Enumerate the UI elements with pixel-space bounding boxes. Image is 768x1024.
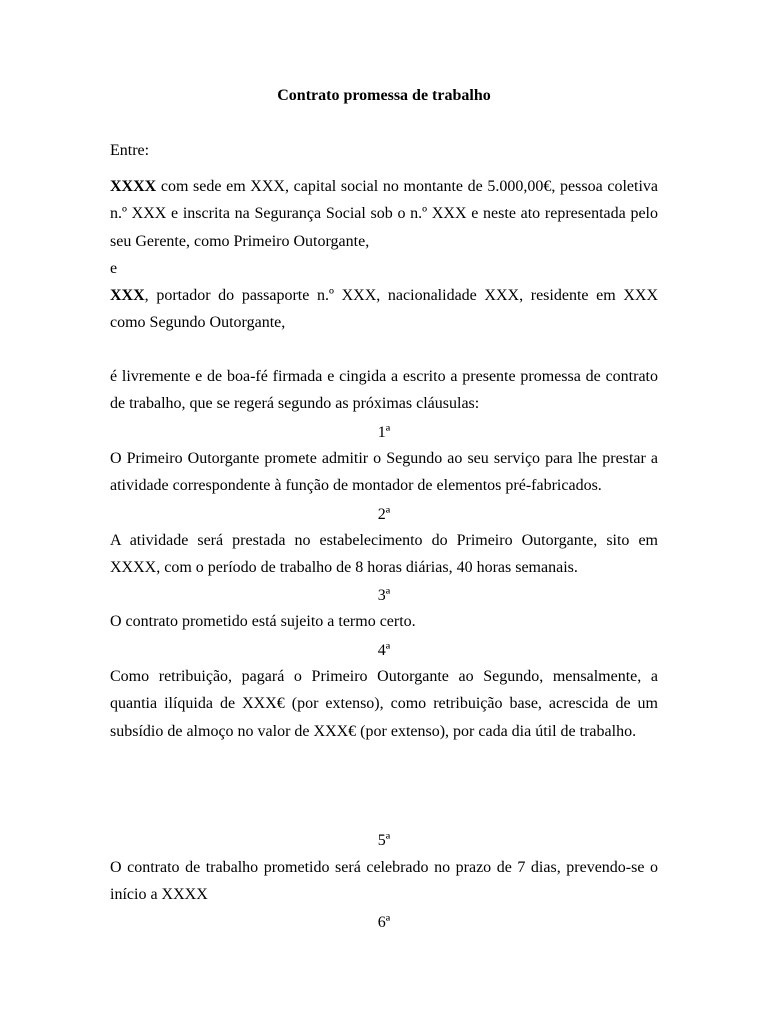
party1-name: XXXX bbox=[110, 178, 157, 195]
party2-paragraph bbox=[110, 282, 658, 337]
clause-number: 4ª bbox=[377, 642, 391, 659]
party2-text: , portador do passaporte n.º XXX, nacionalidade XXX, residente em XXX como Segundo Outorgante, bbox=[110, 287, 658, 332]
clause-number: 1ª bbox=[377, 424, 391, 441]
clause-text: O Primeiro Outorgante promete admitir o Segundo ao seu serviço para lhe prestar a atividade correspondente à função de montador de elementos pré-fabricados. bbox=[110, 450, 658, 495]
party1-text: com sede em XXX, capital social no montante de 5.000,00€, pessoa coletiva n.º XXX e inscrita na Segurança Social sob o n.º XXX e neste ato representada pelo seu Gerente, como Primeiro Outorgante, bbox=[110, 178, 658, 250]
clause-text: O contrato de trabalho prometido será celebrado no prazo de 7 dias, prevendo-se o início a XXXX bbox=[110, 859, 658, 904]
document-title: Contrato promessa de trabalho bbox=[277, 87, 491, 104]
intro-paragraph: é livremente e de boa-fé firmada e cingida a escrito a presente promessa de contrato de trabalho, que se regerá segundo as próximas cláusulas: bbox=[110, 368, 658, 413]
clause-number: 6ª bbox=[377, 914, 391, 931]
and-connector: e bbox=[110, 260, 118, 277]
clause-number: 2ª bbox=[377, 506, 391, 523]
clause-text: Como retribuição, pagará o Primeiro Outorgante ao Segundo, mensalmente, a quantia ilíquida de XXX€ (por extenso), como retribuição base, acrescida de um subsídio de almoço no valor de XXX€ (por extenso), por cada dia útil de trabalho. bbox=[110, 668, 658, 740]
party1-paragraph bbox=[110, 173, 658, 255]
clause-text: O contrato prometido está sujeito a termo certo. bbox=[110, 613, 416, 630]
entre-label: Entre: bbox=[110, 142, 150, 159]
party2-name: XXX bbox=[110, 287, 145, 304]
clause-number: 5ª bbox=[377, 832, 391, 849]
clause-text: A atividade será prestada no estabelecimento do Primeiro Outorgante, sito em XXXX, com o período de trabalho de 8 horas diárias, 40 horas semanais. bbox=[110, 532, 658, 577]
clause-number: 3ª bbox=[377, 587, 391, 604]
